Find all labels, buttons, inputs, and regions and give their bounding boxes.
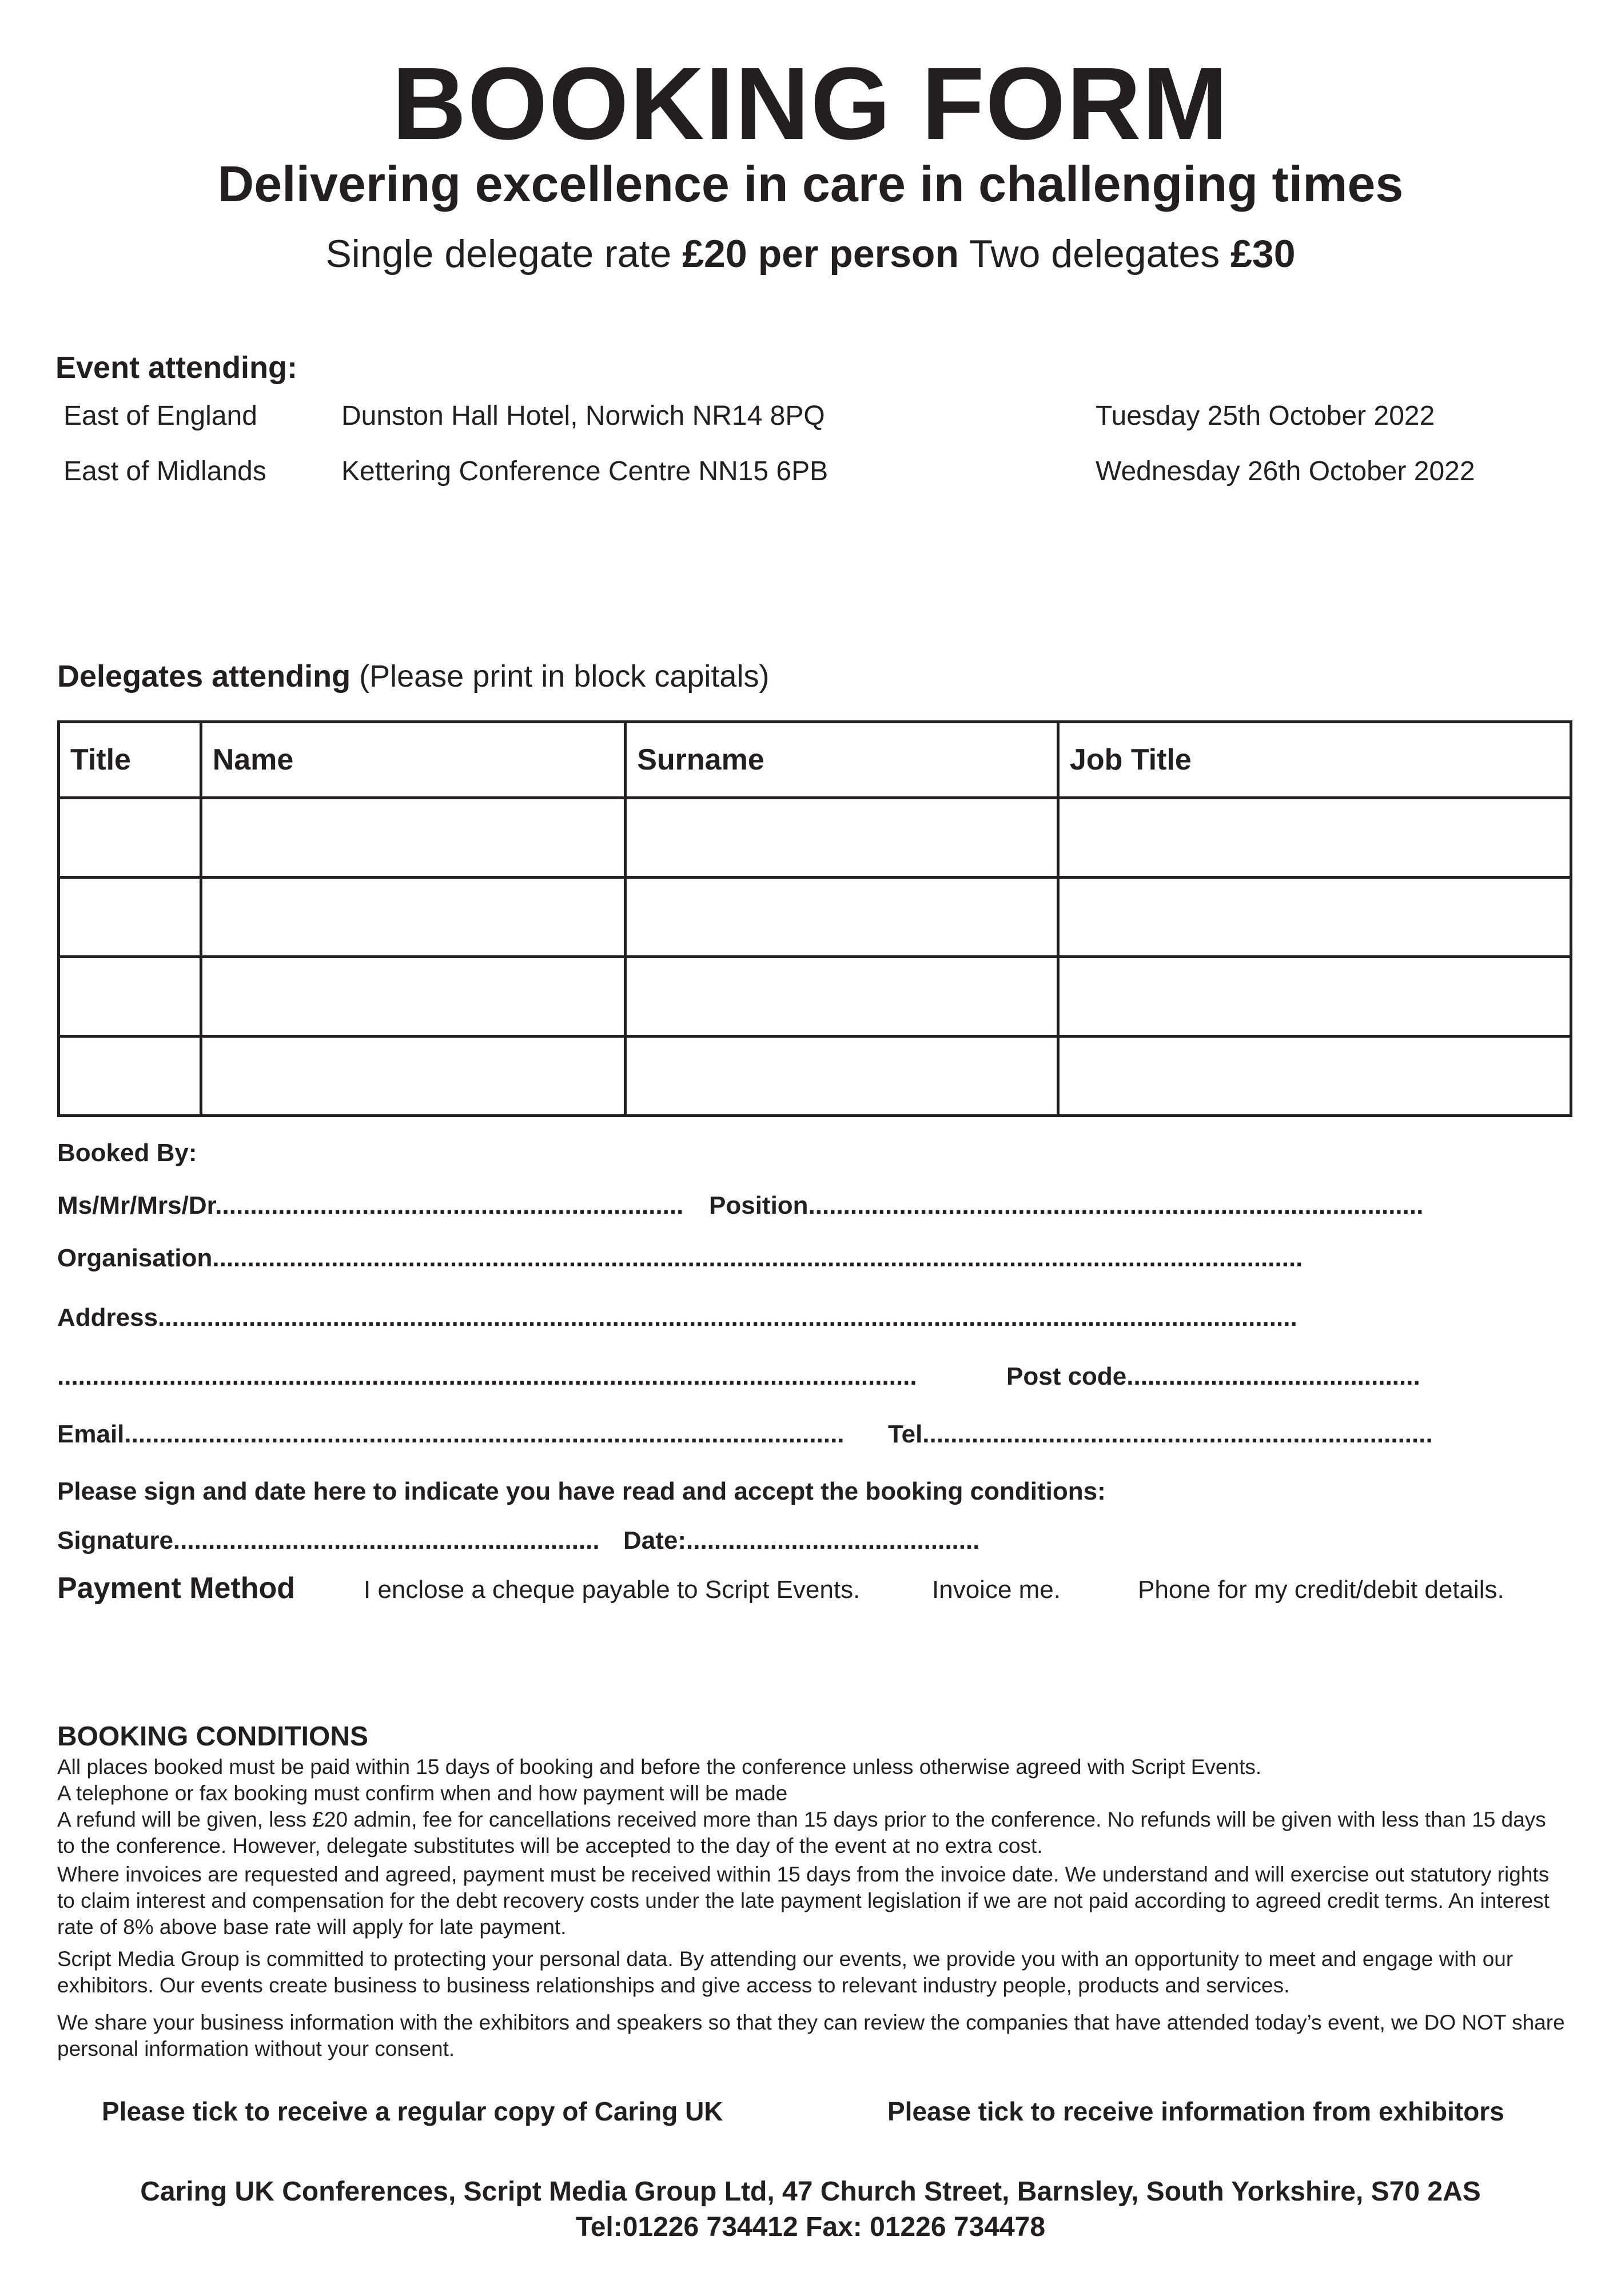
name-input[interactable]	[202, 958, 627, 1035]
table-row	[59, 1037, 1571, 1116]
footer-address: Caring UK Conferences, Script Media Group Ltd, 47 Church Street, Barnsley, South Yorkshire, S70 2AS	[140, 2177, 1481, 2207]
name-cell[interactable]	[201, 878, 626, 957]
surname-cell[interactable]	[626, 798, 1058, 878]
job-title-cell[interactable]	[1058, 878, 1571, 957]
position-field[interactable]: Position........................................................................................	[709, 1191, 1424, 1219]
condition-paragraph: A telephone or fax booking must confirm when and how payment will be made	[57, 1781, 788, 1805]
surname-cell[interactable]	[626, 1037, 1058, 1116]
table-row	[59, 878, 1571, 957]
organisation-field[interactable]: Organisation............................................................................................................................................................	[57, 1244, 1303, 1272]
title-cell[interactable]	[59, 798, 201, 878]
two-rate-label: Two delegates	[959, 232, 1231, 276]
tel-field[interactable]: Tel.........................................................................	[888, 1420, 1433, 1448]
surname-cell[interactable]	[626, 957, 1058, 1037]
payment-option-cheque[interactable]: I enclose a cheque payable to Script Events.	[364, 1576, 861, 1604]
job-title-input[interactable]	[1060, 958, 1572, 1035]
name-input[interactable]	[202, 1037, 627, 1115]
name-cell[interactable]	[201, 957, 626, 1037]
condition-paragraph: Script Media Group is committed to protecting your personal data. By attending our events, we provide you with an opportunity to meet and engage with our exhibitors. Our events create business to business relationships and give access to relevant industry people, products and services.	[57, 1947, 1514, 1997]
job-title-input[interactable]	[1060, 799, 1572, 876]
table-row	[59, 798, 1571, 878]
event-date: Wednesday 26th October 2022	[1096, 456, 1475, 487]
event-region: East of Midlands	[63, 456, 266, 487]
delegates-table	[57, 720, 1572, 1117]
date-field[interactable]: Date:..........................................	[623, 1526, 980, 1554]
title-cell[interactable]	[59, 1037, 201, 1116]
column-header-job-title: Job Title	[1058, 722, 1571, 798]
title-cell[interactable]	[59, 957, 201, 1037]
email-field[interactable]: Email.......................................................................................................	[57, 1420, 845, 1448]
title-input[interactable]	[60, 799, 202, 876]
condition-paragraph: A refund will be given, less £20 admin, fee for cancellations received more than 15 days prior to the conference. No refunds will be given with less than 15 days to the conference. However, delegate substitutes will be accepted to the day of the event at no extra cost.	[57, 1808, 1546, 1857]
column-header-title: Title	[59, 722, 201, 798]
job-title-cell[interactable]	[1058, 1037, 1571, 1116]
surname-cell[interactable]	[626, 878, 1058, 957]
address-line-2-field[interactable]: ...........................................................................................................................	[57, 1362, 917, 1390]
payment-heading: Payment Method	[57, 1572, 296, 1605]
surname-input[interactable]	[627, 878, 1059, 956]
booked-by-heading: Booked By:	[57, 1139, 197, 1167]
name-cell[interactable]	[201, 798, 626, 878]
tick-exhibitors[interactable]: Please tick to receive information from exhibitors	[887, 2096, 1504, 2126]
event-date: Tuesday 25th October 2022	[1096, 401, 1435, 431]
name-cell[interactable]	[201, 1037, 626, 1116]
condition-paragraph: All places booked must be paid within 15 days of booking and before the conference unless otherwise agreed with Script Events.	[57, 1755, 1262, 1779]
page-subtitle: Delivering excellence in care in challenging times	[217, 156, 1404, 212]
job-title-cell[interactable]	[1058, 957, 1571, 1037]
title-input[interactable]	[60, 958, 202, 1035]
single-rate-price: £20 per person	[682, 232, 959, 276]
job-title-input[interactable]	[1060, 878, 1572, 956]
surname-input[interactable]	[627, 799, 1059, 876]
delegates-heading-label: Delegates attending	[57, 659, 351, 693]
postcode-field[interactable]: Post code..........................................	[1006, 1362, 1420, 1390]
footer-contact: Tel:01226 734412 Fax: 01226 734478	[575, 2212, 1046, 2242]
payment-option-invoice[interactable]: Invoice me.	[932, 1576, 1061, 1604]
job-title-cell[interactable]	[1058, 798, 1571, 878]
two-rate-price: £30	[1230, 232, 1296, 276]
payment-option-phone[interactable]: Phone for my credit/debit details.	[1138, 1576, 1504, 1604]
title-name-field[interactable]: Ms/Mr/Mrs/Dr...................................................................	[57, 1191, 684, 1219]
delegates-heading	[57, 659, 769, 694]
table-header-row	[59, 722, 1571, 798]
signature-field[interactable]: Signature.............................................................	[57, 1526, 600, 1554]
rates-line	[0, 232, 1621, 276]
table-row	[59, 957, 1571, 1037]
title-cell[interactable]	[59, 878, 201, 957]
column-header-surname: Surname	[626, 722, 1058, 798]
name-input[interactable]	[202, 799, 627, 876]
delegates-heading-note: (Please print in block capitals)	[351, 659, 770, 693]
surname-input[interactable]	[627, 958, 1059, 1035]
condition-paragraph: We share your business information with the exhibitors and speakers so that they can review the companies that have attended today’s event, we DO NOT share personal information without your consent.	[57, 2011, 1565, 2060]
condition-paragraph: Where invoices are requested and agreed, payment must be received within 15 days from the invoice date. We understand and will exercise out statutory rights to claim interest and compensation for the debt recovery costs under the late payment legislation if we are not paid according to agreed credit terms. An interest rate of 8% above base rate will apply for late payment.	[57, 1863, 1550, 1939]
job-title-input[interactable]	[1060, 1037, 1572, 1115]
event-heading: Event attending:	[55, 350, 298, 385]
event-venue: Kettering Conference Centre NN15 6PB	[341, 456, 829, 487]
page-title: BOOKING FORM	[392, 46, 1229, 161]
column-header-name: Name	[201, 722, 626, 798]
name-input[interactable]	[202, 878, 627, 956]
surname-input[interactable]	[627, 1037, 1059, 1115]
event-region: East of England	[63, 401, 257, 431]
title-input[interactable]	[60, 1037, 202, 1115]
address-field[interactable]: Address...................................................................................................................................................................	[57, 1304, 1297, 1332]
event-venue: Dunston Hall Hotel, Norwich NR14 8PQ	[341, 401, 825, 431]
tick-caring-uk[interactable]: Please tick to receive a regular copy of Caring UK	[102, 2096, 723, 2126]
title-input[interactable]	[60, 878, 202, 956]
single-rate-label: Single delegate rate	[325, 232, 683, 276]
conditions-heading: BOOKING CONDITIONS	[57, 1721, 369, 1752]
sign-prompt: Please sign and date here to indicate you have read and accept the booking conditions:	[57, 1477, 1106, 1505]
